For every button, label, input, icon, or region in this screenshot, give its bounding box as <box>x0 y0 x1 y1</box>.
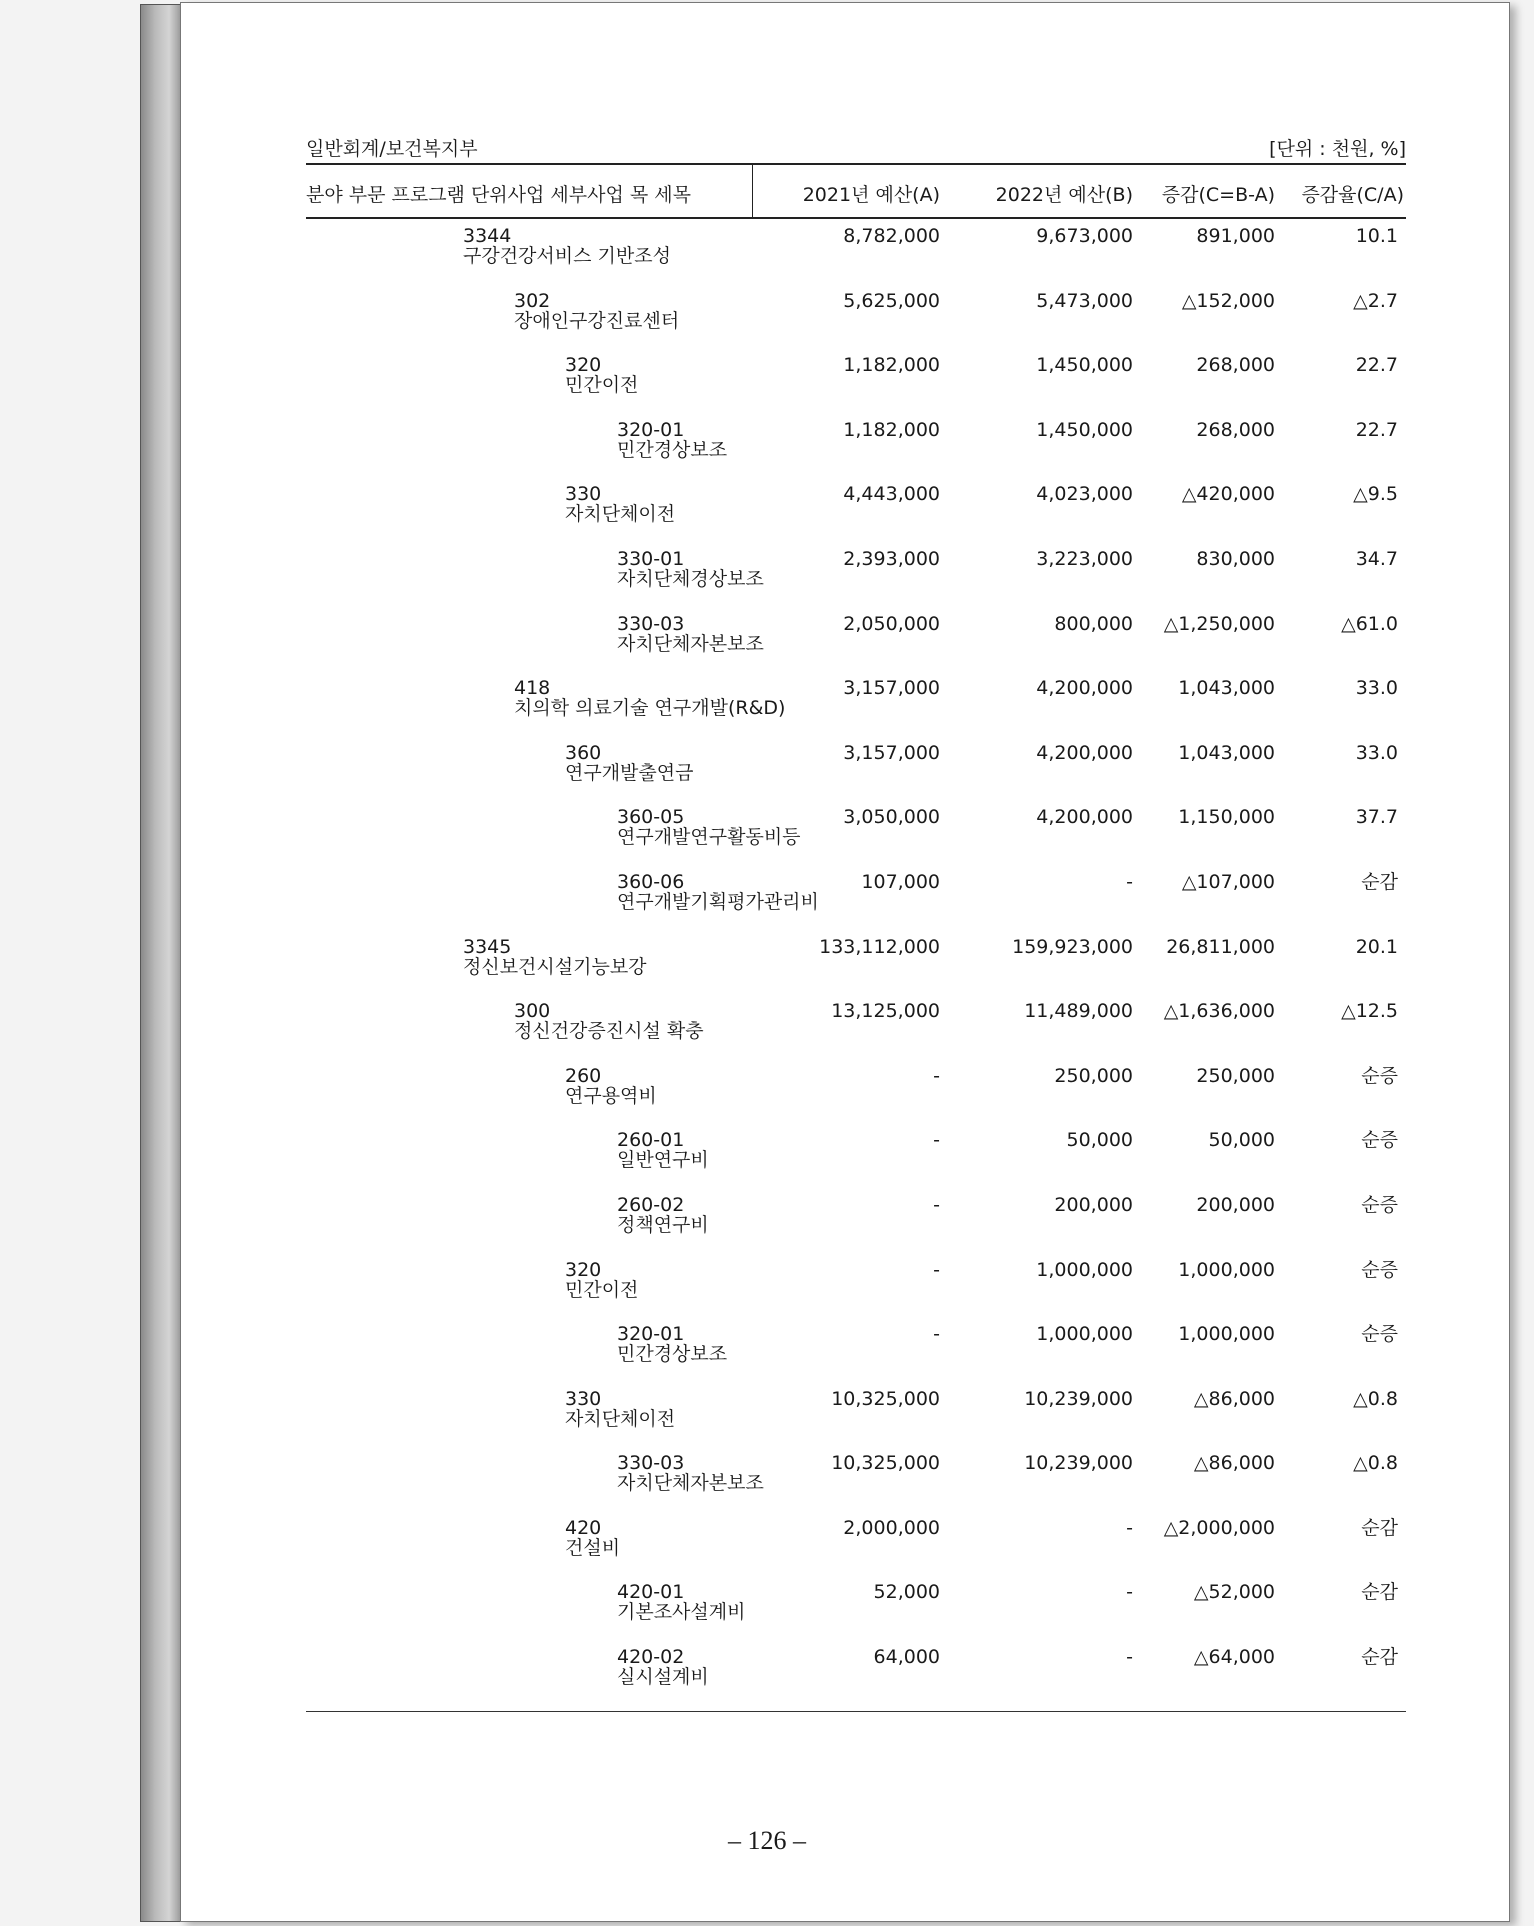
row-code: 360 <box>565 741 602 764</box>
change-rate-value: 22.7 <box>1355 418 1398 441</box>
change-value: △2,000,000 <box>1163 1516 1275 1539</box>
change-value: △107,000 <box>1181 870 1275 893</box>
change-rate-value: △9.5 <box>1353 483 1398 506</box>
change-value: △420,000 <box>1181 483 1275 506</box>
budget-2022-value: 1,450,000 <box>1036 418 1133 441</box>
table-row <box>306 999 1406 1064</box>
budget-2022-value: 159,923,000 <box>1012 935 1133 958</box>
change-rate-value: 20.1 <box>1355 935 1398 958</box>
row-name: 민간이전 <box>565 374 639 397</box>
row-name: 자치단체자본보조 <box>617 1472 764 1495</box>
budget-2022-value: - <box>1126 1646 1133 1669</box>
column-divider <box>752 165 753 217</box>
row-name: 정신보건시설기능보강 <box>463 955 647 978</box>
change-rate-value: 37.7 <box>1355 806 1398 829</box>
row-code: 330 <box>565 1387 602 1410</box>
table-row <box>306 1128 1406 1193</box>
budget-2022-value: 50,000 <box>1066 1129 1133 1152</box>
row-name: 자치단체경상보조 <box>617 567 764 590</box>
change-value: △52,000 <box>1193 1581 1275 1604</box>
row-code: 320-01 <box>617 418 685 441</box>
row-code: 3344 <box>463 225 512 247</box>
change-value: 830,000 <box>1196 547 1275 570</box>
row-code: 420-02 <box>617 1646 685 1669</box>
table-row <box>306 1580 1406 1645</box>
table-row <box>306 676 1406 741</box>
column-header-category: 분야 부문 프로그램 단위사업 세부사업 목 세목 <box>306 184 691 206</box>
unit-note: [단위 : 천원, %] <box>1269 138 1406 160</box>
row-name: 기본조사설계비 <box>617 1601 746 1624</box>
change-value: 250,000 <box>1196 1064 1275 1087</box>
change-value: △1,636,000 <box>1163 1000 1275 1023</box>
row-name: 연구개발기획평가관리비 <box>617 890 819 913</box>
change-value: △86,000 <box>1193 1387 1275 1410</box>
change-rate-value: 33.0 <box>1355 677 1398 700</box>
table-row <box>306 1645 1406 1710</box>
budget-2022-value: 9,673,000 <box>1036 225 1133 247</box>
change-rate-value: △2.7 <box>1353 289 1398 312</box>
budget-2021-value: 3,157,000 <box>843 741 940 764</box>
budget-2022-value: 4,200,000 <box>1036 741 1133 764</box>
budget-2021-value: 2,000,000 <box>843 1516 940 1539</box>
change-value: 50,000 <box>1208 1129 1275 1152</box>
budget-2021-value: 5,625,000 <box>843 289 940 312</box>
table-row <box>306 1387 1406 1452</box>
row-code: 420-01 <box>617 1581 685 1604</box>
row-name: 민간경상보조 <box>617 438 728 461</box>
row-code: 260 <box>565 1064 602 1087</box>
column-header-change: 증감(C=B-A) <box>1161 184 1275 206</box>
table-row <box>306 612 1406 677</box>
column-header-2022: 2022년 예산(B) <box>995 184 1133 206</box>
budget-table-body <box>306 224 1406 1710</box>
change-rate-value: 34.7 <box>1355 547 1398 570</box>
budget-2021-value: - <box>933 1258 940 1281</box>
change-rate-value: △0.8 <box>1353 1387 1398 1410</box>
budget-2022-value: 250,000 <box>1054 1064 1133 1087</box>
change-rate-value: 순증 <box>1361 1129 1398 1152</box>
budget-2022-value: 10,239,000 <box>1024 1452 1133 1475</box>
change-rate-value: 순증 <box>1361 1064 1398 1087</box>
table-row <box>306 1451 1406 1516</box>
change-rate-value: 10.1 <box>1355 225 1398 247</box>
row-code: 320 <box>565 1258 602 1281</box>
change-value: 1,043,000 <box>1178 741 1275 764</box>
row-name: 치의학 의료기술 연구개발(R&D) <box>514 697 786 720</box>
budget-2021-value: 3,157,000 <box>843 677 940 700</box>
budget-2021-value: 8,782,000 <box>843 225 940 247</box>
change-rate-value: 순감 <box>1361 1646 1398 1669</box>
row-code: 420 <box>565 1516 602 1539</box>
change-value: 891,000 <box>1196 225 1275 247</box>
table-row <box>306 870 1406 935</box>
change-value: 200,000 <box>1196 1193 1275 1216</box>
budget-2021-value: 64,000 <box>873 1646 940 1669</box>
budget-2021-value: 4,443,000 <box>843 483 940 506</box>
change-value: 1,000,000 <box>1178 1323 1275 1346</box>
row-name: 자치단체이전 <box>565 503 676 526</box>
budget-2022-value: - <box>1126 1581 1133 1604</box>
budget-2022-value: 1,000,000 <box>1036 1323 1133 1346</box>
table-row <box>306 1258 1406 1323</box>
column-header-2021: 2021년 예산(A) <box>802 184 940 206</box>
column-header-rate: 증감율(C/A) <box>1301 184 1404 206</box>
budget-2021-value: 3,050,000 <box>843 806 940 829</box>
table-row <box>306 805 1406 870</box>
budget-2021-value: 107,000 <box>861 870 940 893</box>
change-rate-value: 순증 <box>1361 1193 1398 1216</box>
row-name: 자치단체이전 <box>565 1407 676 1430</box>
budget-2021-value: 13,125,000 <box>831 1000 940 1023</box>
budget-2022-value: 1,000,000 <box>1036 1258 1133 1281</box>
table-row <box>306 741 1406 806</box>
budget-2022-value: - <box>1126 1516 1133 1539</box>
row-code: 320 <box>565 354 602 377</box>
row-code: 330 <box>565 483 602 506</box>
row-name: 민간이전 <box>565 1278 639 1301</box>
budget-2021-value: 2,393,000 <box>843 547 940 570</box>
row-code: 360-05 <box>617 806 685 829</box>
budget-2021-value: 52,000 <box>873 1581 940 1604</box>
page-number: – 126 – <box>728 1826 806 1855</box>
budget-2021-value: 1,182,000 <box>843 418 940 441</box>
row-code: 330-03 <box>617 1452 685 1475</box>
change-rate-value: △0.8 <box>1353 1452 1398 1475</box>
budget-2022-value: 4,200,000 <box>1036 677 1133 700</box>
change-rate-value: 순감 <box>1361 870 1398 893</box>
budget-2021-value: - <box>933 1129 940 1152</box>
budget-2022-value: - <box>1126 870 1133 893</box>
row-code: 418 <box>514 677 551 700</box>
row-name: 민간경상보조 <box>617 1343 728 1366</box>
budget-2021-value: 10,325,000 <box>831 1387 940 1410</box>
table-row <box>306 1064 1406 1129</box>
row-name: 실시설계비 <box>617 1666 709 1689</box>
row-name: 장애인구강진료센터 <box>514 309 680 332</box>
table-row <box>306 224 1406 289</box>
change-rate-value: 순감 <box>1361 1516 1398 1539</box>
budget-2022-value: 200,000 <box>1054 1193 1133 1216</box>
table-row <box>306 353 1406 418</box>
change-value: 1,000,000 <box>1178 1258 1275 1281</box>
row-name: 일반연구비 <box>617 1149 709 1172</box>
budget-2022-value: 5,473,000 <box>1036 289 1133 312</box>
row-name: 자치단체자본보조 <box>617 632 764 655</box>
table-row <box>306 1516 1406 1581</box>
row-code: 320-01 <box>617 1323 685 1346</box>
table-row <box>306 1193 1406 1258</box>
row-code: 330-03 <box>617 612 685 635</box>
table-row <box>306 935 1406 1000</box>
change-value: 268,000 <box>1196 418 1275 441</box>
table-bottom-rule <box>306 1711 1406 1712</box>
change-rate-value: 33.0 <box>1355 741 1398 764</box>
budget-2021-value: 133,112,000 <box>819 935 940 958</box>
row-code: 360-06 <box>617 870 685 893</box>
row-name: 건설비 <box>565 1536 621 1559</box>
book-spine <box>140 4 182 1922</box>
budget-2022-value: 800,000 <box>1054 612 1133 635</box>
table-row <box>306 547 1406 612</box>
table-header <box>306 163 1406 219</box>
table-row <box>306 482 1406 547</box>
account-title: 일반회계/보건복지부 <box>306 138 478 160</box>
change-value: 26,811,000 <box>1166 935 1275 958</box>
change-value: △86,000 <box>1193 1452 1275 1475</box>
row-code: 300 <box>514 1000 551 1023</box>
row-name: 정신건강증진시설 확충 <box>514 1020 704 1043</box>
budget-2022-value: 4,200,000 <box>1036 806 1133 829</box>
budget-2021-value: 2,050,000 <box>843 612 940 635</box>
budget-2021-value: - <box>933 1064 940 1087</box>
change-rate-value: 순증 <box>1361 1323 1398 1346</box>
change-value: △152,000 <box>1181 289 1275 312</box>
change-value: △1,250,000 <box>1163 612 1275 635</box>
budget-2022-value: 3,223,000 <box>1036 547 1133 570</box>
change-value: △64,000 <box>1193 1646 1275 1669</box>
row-code: 330-01 <box>617 547 685 570</box>
row-name: 연구개발출연금 <box>565 761 694 784</box>
budget-2021-value: - <box>933 1323 940 1346</box>
row-code: 260-01 <box>617 1129 685 1152</box>
row-name: 연구개발연구활동비등 <box>617 826 801 849</box>
change-value: 1,043,000 <box>1178 677 1275 700</box>
change-value: 1,150,000 <box>1178 806 1275 829</box>
table-row <box>306 289 1406 354</box>
row-name: 연구용역비 <box>565 1084 657 1107</box>
row-code: 302 <box>514 289 551 312</box>
table-row <box>306 1322 1406 1387</box>
budget-2021-value: 1,182,000 <box>843 354 940 377</box>
change-rate-value: 순증 <box>1361 1258 1398 1281</box>
row-code: 260-02 <box>617 1193 685 1216</box>
change-rate-value: △61.0 <box>1341 612 1398 635</box>
budget-2022-value: 10,239,000 <box>1024 1387 1133 1410</box>
change-rate-value: 22.7 <box>1355 354 1398 377</box>
budget-2021-value: - <box>933 1193 940 1216</box>
budget-2022-value: 4,023,000 <box>1036 483 1133 506</box>
change-rate-value: 순감 <box>1361 1581 1398 1604</box>
change-rate-value: △12.5 <box>1341 1000 1398 1023</box>
row-code: 3345 <box>463 935 512 958</box>
row-name: 정책연구비 <box>617 1213 709 1236</box>
budget-2021-value: 10,325,000 <box>831 1452 940 1475</box>
change-value: 268,000 <box>1196 354 1275 377</box>
table-row <box>306 418 1406 483</box>
row-name: 구강건강서비스 기반조성 <box>463 245 671 267</box>
budget-2022-value: 1,450,000 <box>1036 354 1133 377</box>
budget-2022-value: 11,489,000 <box>1024 1000 1133 1023</box>
